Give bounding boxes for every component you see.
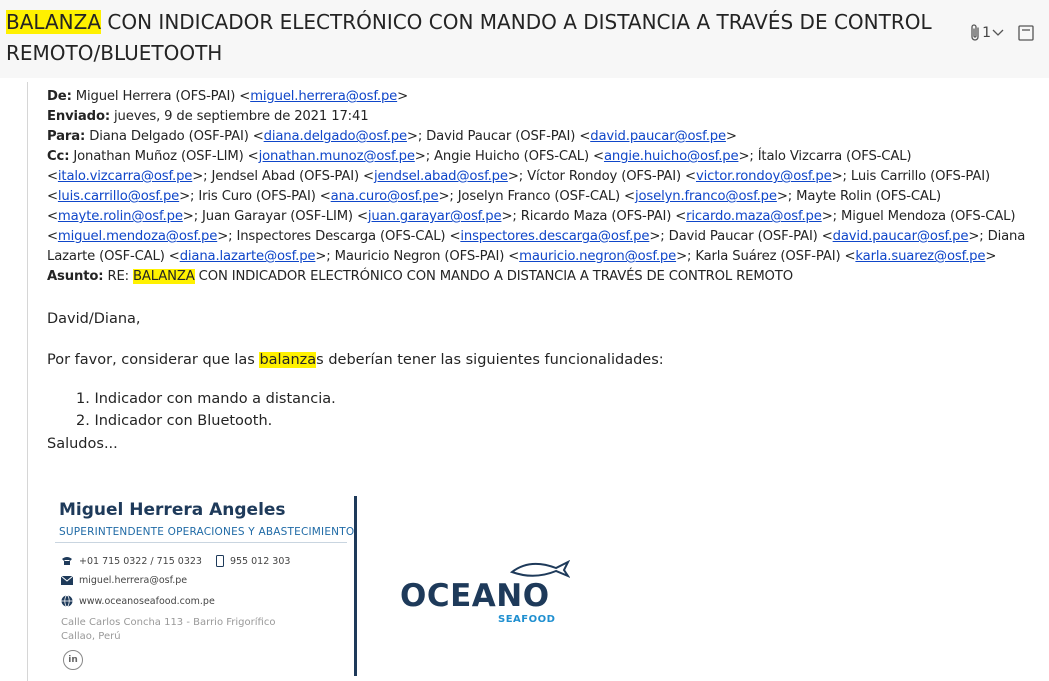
attachment-button[interactable] (968, 23, 1005, 43)
recipient-name: Miguel Mendoza (OFS-CAL) < (47, 209, 1016, 244)
email-link[interactable]: miguel.mendoza@osf.pe (57, 229, 218, 244)
cc-row: Cc: Jonathan Muñoz (OSF-LIM) <jonathan.munoz@osf.pe>; Angie Huicho (OFS-CAL) <angie.huicho@osf.pe>; Ítalo Vizcarra (OFS-CAL) <italo.vizcarra@osf.pe>; Jendsel Abad (OFS-PAI) <jendsel.abad@osf.pe>; Víctor Rondoy (OFS-PAI) <victor.rondoy@osf.pe>; Luis Carrillo (OFS-PAI) <luis.carrillo@osf.pe>; Iris Curo (OFS-PAI) <ana.curo@osf.pe>; Joselyn Franco (OSF-CAL) <joselyn.franco@osf.pe>; Mayte Rolin (OFS-CAL) <mayte.rolin@osf.pe>; Juan Garayar (OSF-LIM) <juan.garayar@osf.pe>; Ricardo Maza (OFS-PAI) <ricardo.maza@osf.pe>; Miguel Mendoza (OFS-CAL) <miguel.mendoza@osf.pe>; Inspectores Descarga (OFS-CAL) <inspectores.descarga@osf.pe>; David Paucar (OSF-PAI) <david.paucar@osf.pe>; Diana Lazarte (OSF-CAL) <diana.lazarte@osf.pe>; Mauricio Negron (OFS-PAI) <mauricio.negron@osf.pe>; Karla Suárez (OSF-PAI) <karla.suarez@osf.pe> (47, 149, 1026, 264)
email-link[interactable]: italo.vizcarra@osf.pe (57, 169, 193, 184)
recipient-list: Diana Delgado (OSF-PAI) <diana.delgado@osf.pe>; David Paucar (OSF-PAI) <david.paucar@osf.pe> (89, 129, 737, 144)
email-link[interactable]: luis.carrillo@osf.pe (57, 189, 180, 204)
email-link[interactable]: victor.rondoy@osf.pe (695, 169, 832, 184)
cc-list: Jonathan Muñoz (OSF-LIM) <jonathan.munoz@osf.pe>; Angie Huicho (OFS-CAL) <angie.huicho@osf.pe>; Ítalo Vizcarra (OFS-CAL) <italo.vizcarra@osf.pe>; Jendsel Abad (OFS-PAI) <jendsel.abad@osf.pe>; Víctor Rondoy (OFS-PAI) <victor.rondoy@osf.pe>; Luis Carrillo (OFS-PAI) <luis.carrillo@osf.pe>; Iris Curo (OFS-PAI) <ana.curo@osf.pe>; Joselyn Franco (OSF-CAL) <joselyn.franco@osf.pe>; Mayte Rolin (OFS-CAL) <mayte.rolin@osf.pe>; Juan Garayar (OSF-LIM) <juan.garayar@osf.pe>; Ricardo Maza (OFS-PAI) <ricardo.maza@osf.pe>; Miguel Mendoza (OFS-CAL) <miguel.mendoza@osf.pe>; Inspectores Descarga (OFS-CAL) <inspectores.descarga@osf.pe>; David Paucar (OSF-PAI) <david.paucar@osf.pe>; Diana Lazarte (OSF-CAL) <diana.lazarte@osf.pe>; Mauricio Negron (OFS-PAI) <mauricio.negron@osf.pe>; Karla Suárez (OSF-PAI) <karla.suarez@osf.pe> (47, 149, 1026, 264)
email-link[interactable]: miguel.herrera@osf.pe (250, 89, 398, 104)
recipient-name: Angie Huicho (OFS-CAL) < (434, 149, 604, 164)
email-link[interactable]: diana.delgado@osf.pe (263, 129, 407, 144)
signature-web: www.oceanoseafood.com.pe (61, 595, 215, 607)
recipient-name: Luis Carrillo (OFS-PAI) < (47, 169, 990, 204)
sent-row: Enviado: jueves, 9 de septiembre de 2021 17:41 (47, 109, 369, 124)
email-link[interactable]: karla.suarez@osf.pe (855, 249, 986, 264)
email-link[interactable]: david.paucar@osf.pe (832, 229, 969, 244)
collapse-icon (1017, 24, 1035, 42)
signature-phones: +01 715 0322 / 715 0323 955 012 303 (61, 555, 290, 567)
email-link[interactable]: diana.lazarte@osf.pe (179, 249, 316, 264)
recipient-name: Karla Suárez (OSF-PAI) < (695, 249, 856, 264)
recipient-name: Diana Delgado (OSF-PAI) < (89, 129, 264, 144)
signature-role: SUPERINTENDENTE OPERACIONES Y ABASTECIMIENTO (59, 526, 355, 538)
recipient-name: Ítalo Vizcarra (OFS-CAL) < (47, 149, 912, 184)
feature-list (76, 388, 336, 432)
paperclip-icon (968, 23, 982, 43)
email-link[interactable]: mayte.rolin@osf.pe (57, 209, 183, 224)
phone-icon (61, 556, 73, 566)
globe-icon (61, 595, 73, 607)
subject-bar (0, 0, 1049, 78)
company-logo (400, 558, 580, 628)
collapse-button[interactable] (1017, 24, 1035, 42)
fish-icon (510, 560, 570, 578)
recipient-name: Mayte Rolin (OFS-CAL) < (47, 189, 941, 224)
email-link[interactable]: ricardo.maza@osf.pe (686, 209, 822, 224)
divider (55, 542, 347, 543)
search-highlight: balanza (259, 352, 317, 368)
chevron-down-icon (991, 28, 1005, 38)
signature-email: miguel.herrera@osf.pe (61, 575, 187, 586)
email-link[interactable]: david.paucar@osf.pe (590, 129, 726, 144)
recipient-name: Víctor Rondoy (OFS-PAI) < (527, 169, 696, 184)
recipient-name: Jonathan Muñoz (OSF-LIM) < (73, 149, 259, 164)
body-paragraph: Por favor, considerar que las balanzas deberían tener las siguientes funcionalidades: (47, 352, 664, 368)
recipient-name: David Paucar (OSF-PAI) < (668, 229, 833, 244)
email-link[interactable]: joselyn.franco@osf.pe (634, 189, 777, 204)
greeting: David/Diana, (47, 311, 141, 327)
logo-wordmark: OCEANO (400, 578, 550, 614)
mail-icon (61, 576, 73, 585)
signature-address: Calle Carlos Concha 113 - Barrio Frigorífico Callao, Perú (61, 617, 276, 642)
email-link[interactable]: jendsel.abad@osf.pe (373, 169, 508, 184)
list-item: 1. Indicador con mando a distancia. (76, 391, 336, 407)
signature-name: Miguel Herrera Angeles (59, 500, 286, 520)
recipient-name: Mauricio Negron (OFS-PAI) < (334, 249, 520, 264)
linkedin-icon[interactable]: in (63, 650, 83, 670)
email-link[interactable]: juan.garayar@osf.pe (367, 209, 502, 224)
subject-tools (968, 22, 1035, 44)
signature-divider (354, 496, 357, 676)
to-row: Para: Diana Delgado (OSF-PAI) <diana.delgado@osf.pe>; David Paucar (OSF-PAI) <david.paucar@osf.pe> (47, 129, 737, 144)
search-highlight: BALANZA (6, 10, 102, 34)
recipient-name: Joselyn Franco (OSF-CAL) < (457, 189, 635, 204)
email-link[interactable]: inspectores.descarga@osf.pe (460, 229, 650, 244)
list-item: 2. Indicador con Bluetooth. (76, 413, 273, 429)
subject-row: Asunto: RE: BALANZA CON INDICADOR ELECTRÓNICO CON MANDO A DISTANCIA A TRAVÉS DE CONTROL REMOTO (47, 269, 793, 284)
email-subject (6, 7, 941, 69)
recipient-name: David Paucar (OSF-PAI) < (426, 129, 591, 144)
from-row: De: Miguel Herrera (OFS-PAI) <miguel.herrera@osf.pe> (47, 89, 409, 104)
email-link[interactable]: jonathan.munoz@osf.pe (258, 149, 415, 164)
closing: Saludos... (47, 436, 118, 452)
recipient-name: Diana Lazarte (OSF-CAL) < (47, 229, 1026, 264)
attachment-count: 1 (982, 25, 991, 41)
mobile-icon (216, 555, 224, 567)
recipient-name: Ricardo Maza (OFS-PAI) < (520, 209, 687, 224)
email-link[interactable]: mauricio.negron@osf.pe (519, 249, 677, 264)
logo-subtitle: SEAFOOD (498, 614, 556, 625)
recipient-name: Jendsel Abad (OFS-PAI) < (211, 169, 374, 184)
recipient-name: Iris Curo (OFS-PAI) < (198, 189, 331, 204)
email-signature (55, 496, 615, 681)
email-link[interactable]: ana.curo@osf.pe (330, 189, 439, 204)
forwarded-headers (47, 87, 1042, 287)
recipient-name: Juan Garayar (OSF-LIM) < (202, 209, 368, 224)
search-highlight: BALANZA (133, 269, 195, 284)
subject-text: CON INDICADOR ELECTRÓNICO CON MANDO A DISTANCIA A TRAVÉS DE CONTROL REMOTO/BLUETOOTH (6, 10, 932, 65)
quote-line (27, 82, 28, 681)
recipient-name: Inspectores Descarga (OFS-CAL) < (236, 229, 461, 244)
email-link[interactable]: angie.huicho@osf.pe (603, 149, 739, 164)
